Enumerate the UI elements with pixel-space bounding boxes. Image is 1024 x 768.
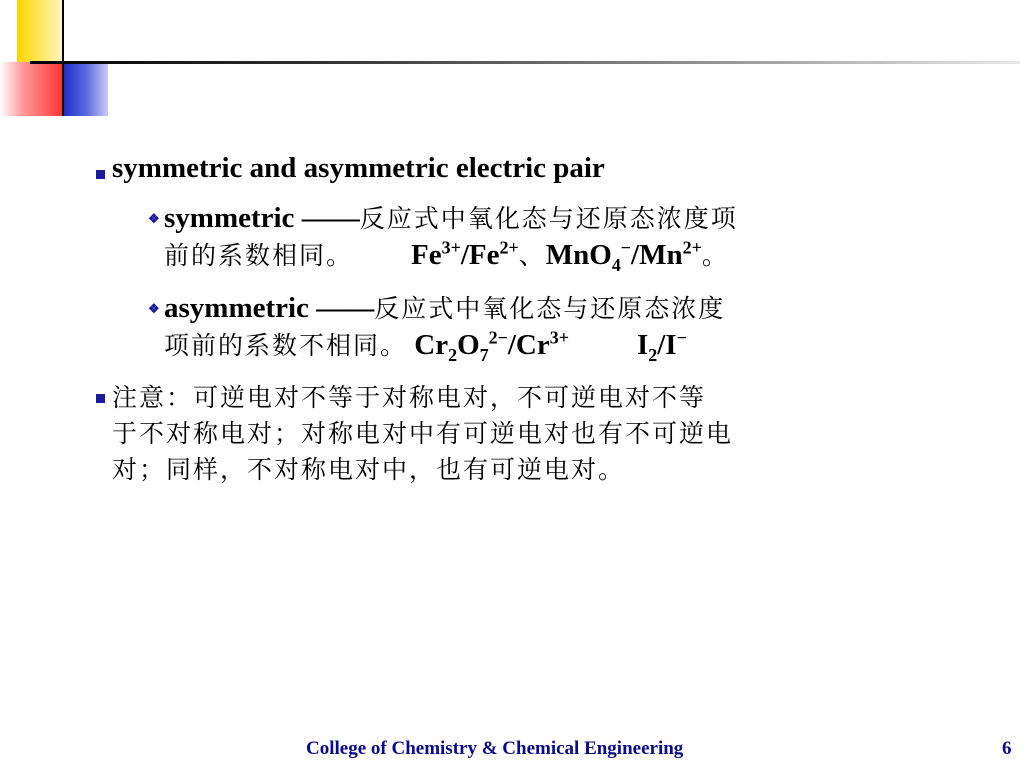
footer-text: College of Chemistry & Chemical Engineering: [306, 738, 684, 759]
diamond-bullet-icon: ❖: [148, 301, 160, 316]
term-asymmetric: asymmetric: [164, 292, 309, 324]
asymmetric-example-2: $I_2/I^-$: [636, 327, 687, 365]
slide-heading: symmetric and asymmetric electric pair: [112, 152, 605, 184]
square-bullet-icon: [96, 170, 105, 179]
symmetric-item: [148, 200, 889, 274]
decor-yellow-square: [17, 0, 63, 62]
title-rule-line: [30, 61, 1020, 64]
decor-blue-square: [64, 62, 108, 116]
asymmetric-item: [148, 290, 889, 364]
term-symmetric: symmetric: [164, 202, 295, 234]
square-bullet-icon: [96, 394, 105, 403]
page-number: 6: [1002, 738, 1012, 759]
symmetric-example: $Fe^{3+}/Fe^{2+}$、$MnO_4^-/Mn^{2+}$。: [411, 237, 729, 275]
symmetric-desc-line1: 反应式中氧化态与还原态浓度项: [359, 204, 738, 233]
note-bullet-item: [80, 380, 876, 488]
decor-red-square: [0, 62, 64, 116]
note-line2: 于不对称电对；对称电对中有可逆电对也有不可逆电: [112, 419, 734, 448]
em-dash: ——: [316, 292, 375, 324]
note-line3: 对；同样，不对称电对中，也有可逆电对。: [112, 455, 626, 484]
diamond-bullet-icon: ❖: [148, 211, 160, 226]
note-text: [96, 380, 876, 488]
symmetric-desc-line2: 前的系数相同。: [164, 241, 354, 270]
note-line1: 注意：可逆电对不等于对称电对，不可逆电对不等: [112, 383, 707, 412]
decor-vertical-line: [62, 0, 64, 116]
asymmetric-desc-line1: 反应式中氧化态与还原态浓度: [374, 294, 726, 323]
asymmetric-desc-line2: 项前的系数不相同。: [164, 331, 408, 360]
slide-body: [96, 150, 896, 488]
em-dash: ——: [301, 202, 360, 234]
asymmetric-example-1: $Cr_2O_7^{2-}/Cr^{3+}$: [414, 327, 569, 365]
heading-bullet-item: [96, 150, 896, 186]
